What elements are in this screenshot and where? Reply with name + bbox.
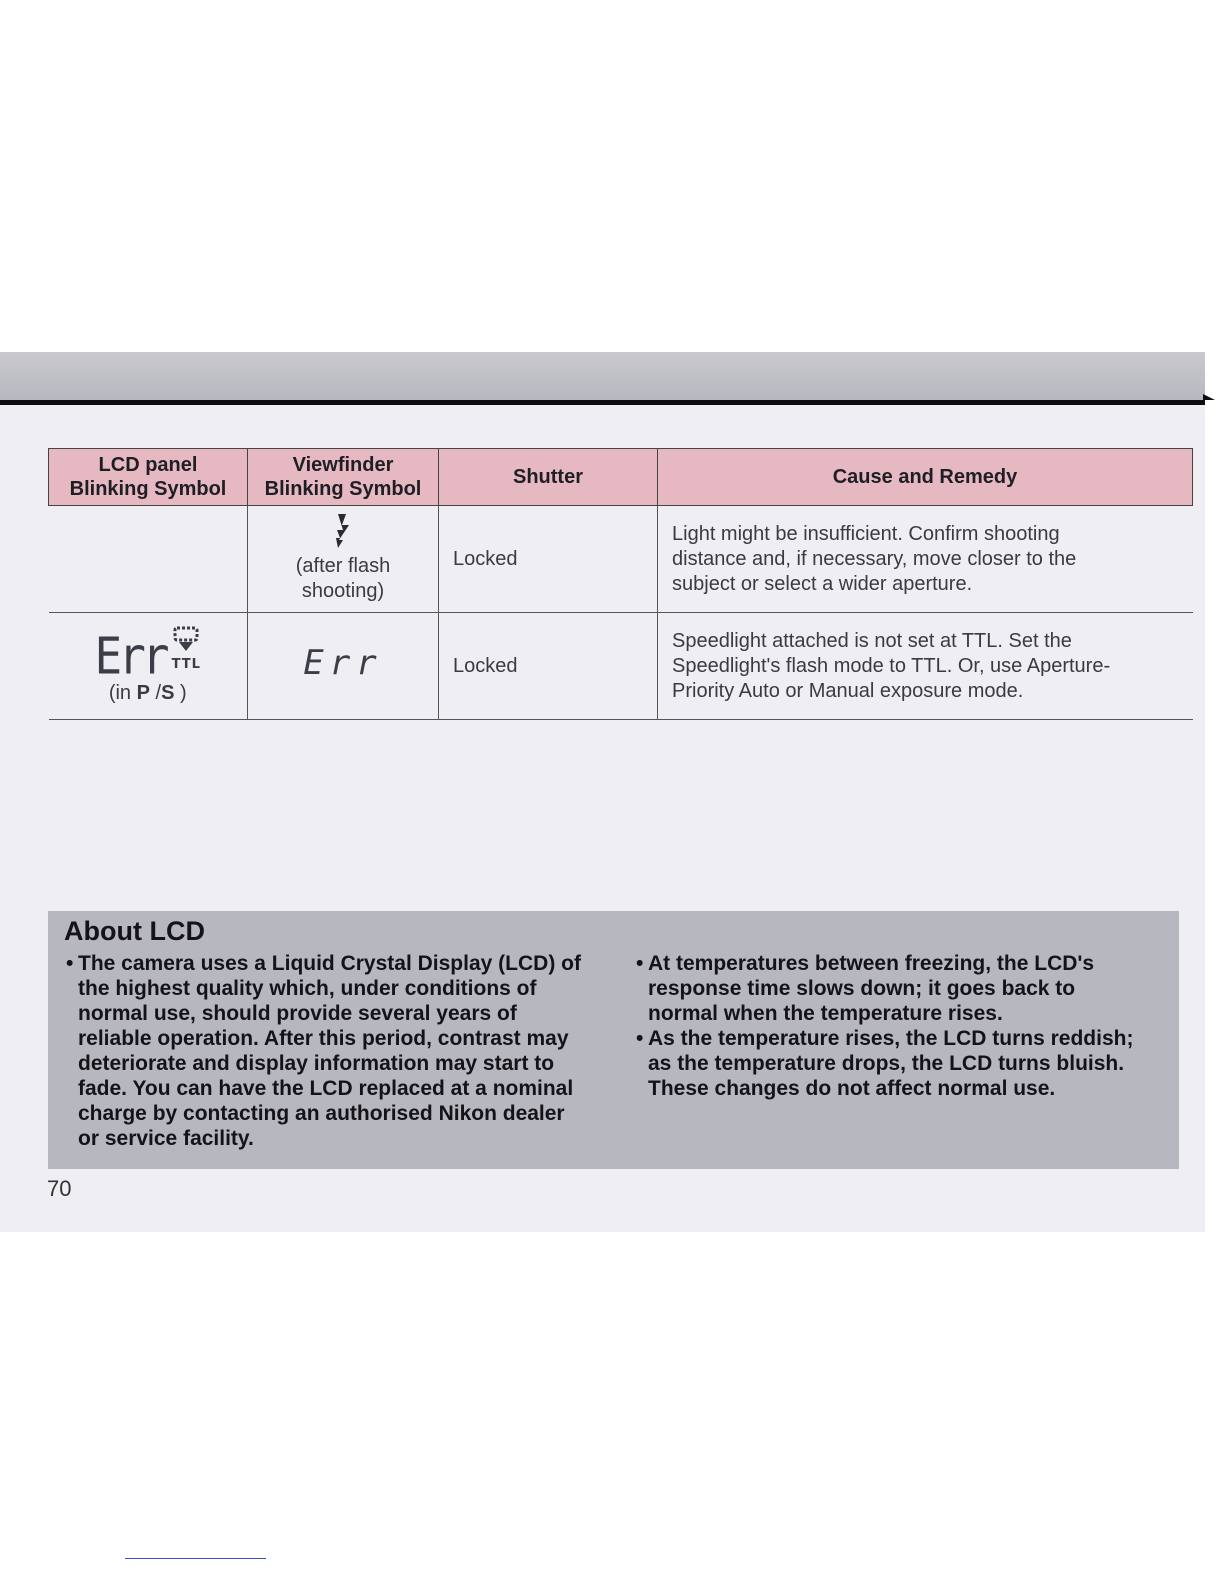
footer-line xyxy=(125,1558,266,1559)
header-cause-remedy: Cause and Remedy xyxy=(658,449,1193,506)
viewfinder-cell xyxy=(248,613,439,720)
shutter-cell: Locked xyxy=(439,506,658,613)
header-shutter: Shutter xyxy=(439,449,658,506)
page-number: 70 xyxy=(47,1176,72,1201)
bullet-item: • The camera uses a Liquid Crystal Display (LCD) of the highest quality which, under conditions of normal use, should provide several years of reliable operation. After this period, contrast may deteriorate and display information may start to fade. You can have the LCD replaced at a nominal charge by contacting an authorised Nikon dealer or service facility. xyxy=(66,951,606,1151)
lcd-err-text: Err xyxy=(94,626,166,686)
table-row xyxy=(49,613,1193,720)
about-left-column xyxy=(66,951,606,1151)
lcd-cell xyxy=(49,613,248,720)
speedlight-icon xyxy=(173,626,199,652)
bullet-item: • As the temperature rises, the LCD turns reddish; as the temperature drops, the LCD turns bluish. These changes do not affect normal use. xyxy=(636,1026,1166,1101)
about-lcd-box xyxy=(48,911,1179,1169)
about-right-column xyxy=(636,951,1166,1101)
mode-note: (in P /S ) xyxy=(108,682,187,704)
about-lcd-title: About LCD xyxy=(64,916,205,946)
header-lcd-panel: LCD panel Blinking Symbol xyxy=(49,449,248,506)
table-header-row xyxy=(49,449,1193,506)
viewfinder-err-symbol: Err xyxy=(303,643,383,683)
ttl-flash-indicator: TTL xyxy=(172,626,201,677)
header-viewfinder: Viewfinder Blinking Symbol xyxy=(248,449,439,506)
flash-bolt-icon xyxy=(334,514,352,548)
warning-table xyxy=(48,448,1192,720)
viewfinder-cell: (after flash shooting) xyxy=(248,506,439,613)
lcd-err-symbol xyxy=(49,626,248,686)
shutter-cell: Locked xyxy=(439,613,658,720)
cause-cell: Light might be insufficient. Confirm shooting distance and, if necessary, move closer to the subject or select a wider aperture. xyxy=(658,506,1193,613)
cause-cell: Speedlight attached is not set at TTL. Set the Speedlight's flash mode to TTL. Or, use Aperture- Priority Auto or Manual exposure mode. xyxy=(658,613,1193,720)
lcd-cell-empty xyxy=(49,506,248,613)
bullet-item: • At temperatures between freezing, the LCD's response time slows down; it goes back to normal when the temperature rises. xyxy=(636,951,1166,1026)
header-rule xyxy=(0,400,1205,405)
manual-page xyxy=(0,352,1205,1232)
header-strip xyxy=(0,352,1205,400)
table-row xyxy=(49,506,1193,613)
